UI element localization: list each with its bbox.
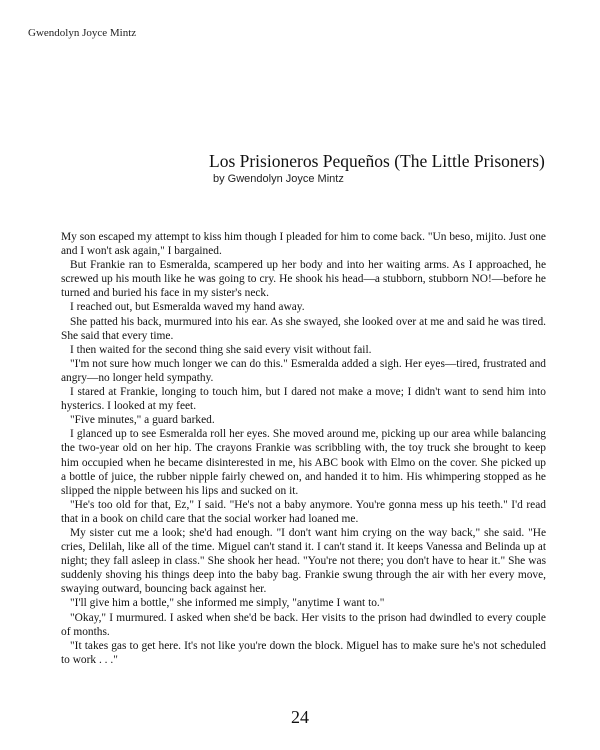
paragraph: I stared at Frankie, longing to touch him, but I dared not make a move; I didn't want to send him into hysterics. I looked at my feet. [61,386,546,413]
paragraph: "I'm not sure how much longer we can do this." Esmeralda added a sigh. Her eyes—tired, frustrated and angry—no longer held sympathy. [61,357,546,384]
story-body [61,230,546,667]
paragraph: "I'll give him a bottle," she informed me simply, "anytime I want to." [70,597,385,610]
paragraph: I glanced up to see Esmeralda roll her eyes. She moved around me, picking up our area while balancing the two-year old on her hip. The crayons Frankie was scribbling with, the toy truck she brought to keep him occupied when he became disinterested in me, his ABC book with Elmo on the cover. She picked up a bottle of juice, the rubber nipple fairly chewed on, and handed it to him. His whimpering stopped as he slipped the nipple between his lips and sucked on it. [61,428,546,497]
paragraph: I reached out, but Esmeralda waved my hand away. [70,301,305,314]
page-number: 24 [291,707,309,727]
title-block [209,151,545,185]
running-head: Gwendolyn Joyce Mintz [28,27,137,39]
story-title: Los Prisioneros Pequeños (The Little Prisoners) [209,151,545,171]
paragraph: My son escaped my attempt to kiss him though I pleaded for him to come back. "Un beso, mijito. Just one and I won't ask again," I bargained. [61,231,546,258]
paragraph: "Five minutes," a guard barked. [70,414,215,427]
paragraph: She patted his back, murmured into his ear. As she swayed, she looked over at me and said he was tired. She said that every time. [61,315,546,342]
paragraph: "It takes gas to get here. It's not like you're down the block. Miguel has to make sure he's not scheduled to work . . ." [61,639,546,666]
paragraph: "He's too old for that, Ez," I said. "He's not a baby anymore. You're gonna mess up his teeth." I'd read that in a book on child care that the social worker had loaned me. [61,498,546,525]
paragraph: "Okay," I murmured. I asked when she'd be back. Her visits to the prison had dwindled to every couple of months. [61,611,546,638]
paragraph: My sister cut me a look; she'd had enough. "I don't want him crying on the way back," she said. "He cries, Delilah, like all of the time. Miguel can't stand it. I can't stand it. It keeps Vanessa and Belinda up at night; they fall asleep in class." She shook her head. "You're not there; you don't have to hear it." She was suddenly shoving his things deep into the baby bag. Frankie swung through the air with her every move, swaying outward, bouncing back against her. [61,526,546,596]
byline: by Gwendolyn Joyce Mintz [213,173,344,185]
paragraph: But Frankie ran to Esmeralda, scampered up her body and into her waiting arms. As I approached, he screwed up his mouth like he was going to cry. He shook his head—a stubborn, stubborn NO!—before he turned and buried his face in my sister's neck. [61,259,546,300]
paragraph: I then waited for the second thing she said every visit without fail. [70,343,372,356]
